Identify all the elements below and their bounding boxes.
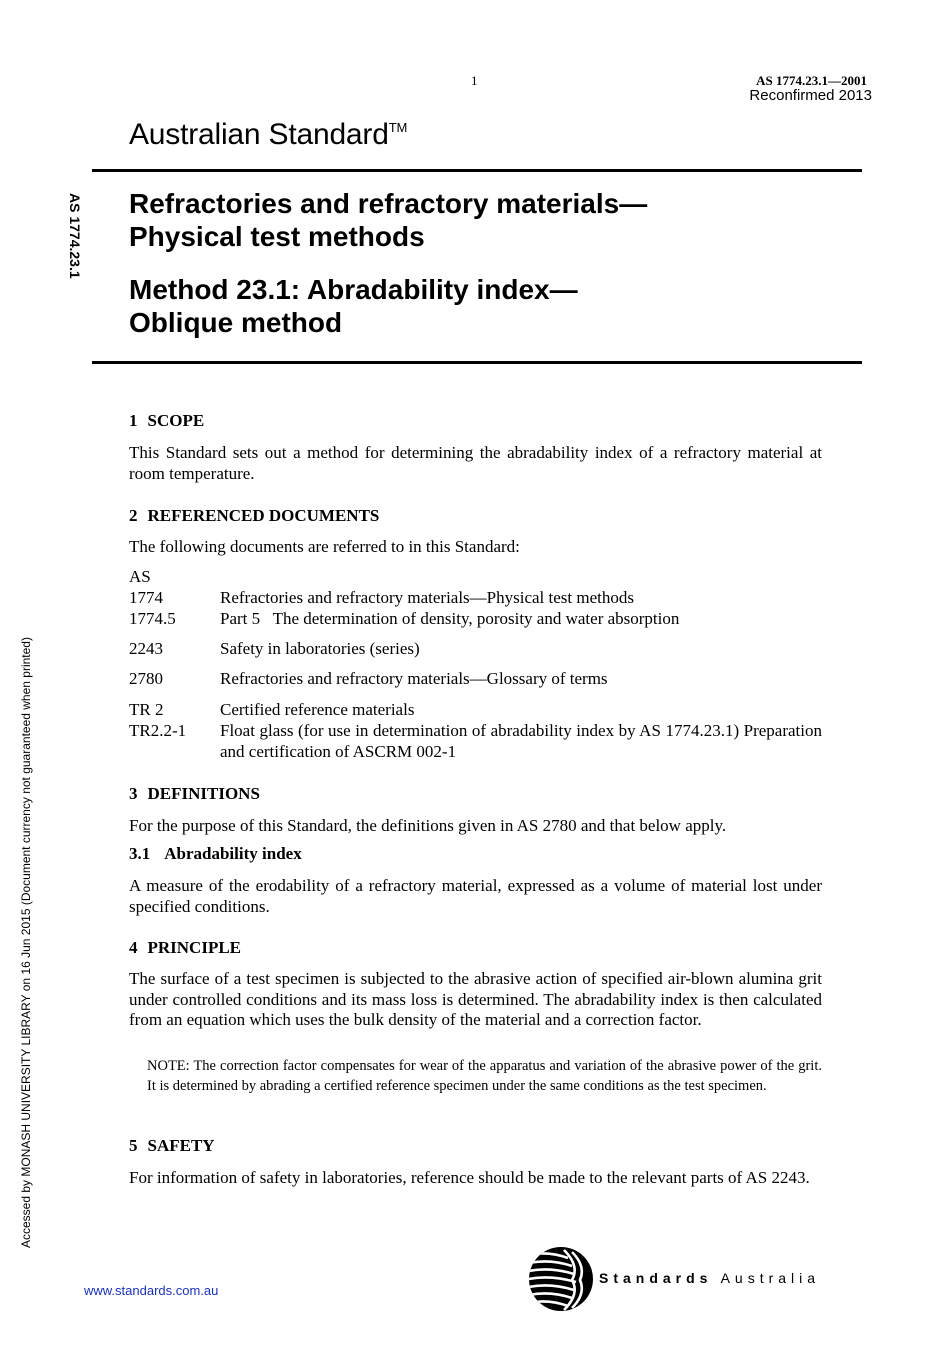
- trademark-mark: TM: [388, 120, 408, 135]
- subsection-heading-abradability: [129, 844, 302, 864]
- standard-code: AS 1774.23.1—2001: [756, 73, 867, 88]
- reference-title: Refractories and refractory materials—Glossary of terms: [220, 669, 608, 688]
- section-number: 5: [129, 1136, 138, 1155]
- reference-title: Safety in laboratories (series): [220, 639, 420, 658]
- principle-note: NOTE: The correction factor compensates for wear of the apparatus and variation of the abrasive power of the grit. It is determined by abrading a certified reference specimen under the same conditions as the test specimen.: [147, 1058, 822, 1094]
- section-number: 3: [129, 784, 138, 803]
- logo-wordmark-bold: Standards: [599, 1270, 713, 1286]
- section-heading-safety: [129, 1136, 215, 1156]
- reference-title: Refractories and refractory materials—Physical test methods: [220, 588, 634, 607]
- reference-code: 2243: [129, 639, 163, 658]
- references-intro: The following documents are referred to in this Standard:: [129, 537, 520, 556]
- section-title: SAFETY: [147, 1136, 215, 1155]
- references-group-label: AS: [129, 567, 151, 586]
- document-title-line1: Refractories and refractory materials—: [129, 188, 648, 219]
- section-heading-definitions: [129, 784, 260, 804]
- section-title: PRINCIPLE: [147, 938, 242, 957]
- subsection-number: 3.1: [129, 844, 151, 863]
- section-number: 4: [129, 938, 138, 957]
- reference-code: 1774: [129, 588, 163, 607]
- reference-code: TR2.2-1: [129, 721, 187, 740]
- subsection-title: Abradability index: [164, 844, 302, 863]
- brand-title: [129, 118, 407, 152]
- brand-title-text: Australian Standard: [129, 118, 389, 151]
- method-title-line1: Method 23.1: Abradability index—: [129, 274, 578, 305]
- abradability-definition: A measure of the erodability of a refractory material, expressed as a volume of material lost under specified conditions.: [129, 876, 822, 916]
- logo-wordmark: [599, 1270, 820, 1286]
- principle-paragraph: The surface of a test specimen is subjected to the abrasive action of specified air-blown alumina grit under controlled conditions and its mass loss is determined. The abradability index is then calculated from an equation which uses the bulk density of the material and a correction factor.: [129, 969, 822, 1030]
- method-title-line2: Oblique method: [129, 307, 343, 338]
- top-divider: [92, 169, 862, 172]
- reference-code: 1774.5: [129, 609, 176, 628]
- logo-wordmark-regular: Australia: [720, 1270, 821, 1286]
- side-standard-code: AS 1774.23.1: [67, 193, 83, 279]
- reference-code: 2780: [129, 669, 163, 688]
- title-divider: [92, 361, 862, 364]
- document-title-line2: Physical test methods: [129, 221, 425, 252]
- section-title: SCOPE: [147, 411, 205, 430]
- safety-paragraph: For information of safety in laboratories, reference should be made to the relevant parts of AS 2243.: [129, 1168, 810, 1187]
- reconfirmed-note: Reconfirmed 2013: [749, 87, 872, 104]
- website-link[interactable]: www.standards.com.au: [84, 1283, 219, 1298]
- definitions-paragraph: For the purpose of this Standard, the definitions given in AS 2780 and that below apply.: [129, 816, 727, 835]
- section-title: DEFINITIONS: [147, 784, 260, 803]
- section-title: REFERENCED DOCUMENTS: [147, 506, 380, 525]
- reference-title: Float glass (for use in determination of abradability index by AS 1774.23.1) Preparation and certification of ASCRM 002-1: [220, 721, 822, 761]
- section-number: 1: [129, 411, 138, 430]
- section-heading-references: [129, 506, 379, 526]
- reference-title: Certified reference materials: [220, 700, 415, 719]
- section-heading-principle: [129, 938, 241, 958]
- section-heading-scope: [129, 411, 204, 431]
- page-number: 1: [471, 73, 478, 88]
- section-number: 2: [129, 506, 138, 525]
- standards-australia-logo-icon: [528, 1246, 594, 1312]
- access-note: Accessed by MONASH UNIVERSITY LIBRARY on 16 Jun 2015 (Document currency not guaranteed when printed): [19, 637, 33, 1248]
- reference-title: Part 5 The determination of density, porosity and water absorption: [220, 609, 680, 628]
- reference-code: TR 2: [129, 700, 164, 719]
- scope-paragraph: This Standard sets out a method for determining the abradability index of a refractory material at room temperature.: [129, 443, 822, 483]
